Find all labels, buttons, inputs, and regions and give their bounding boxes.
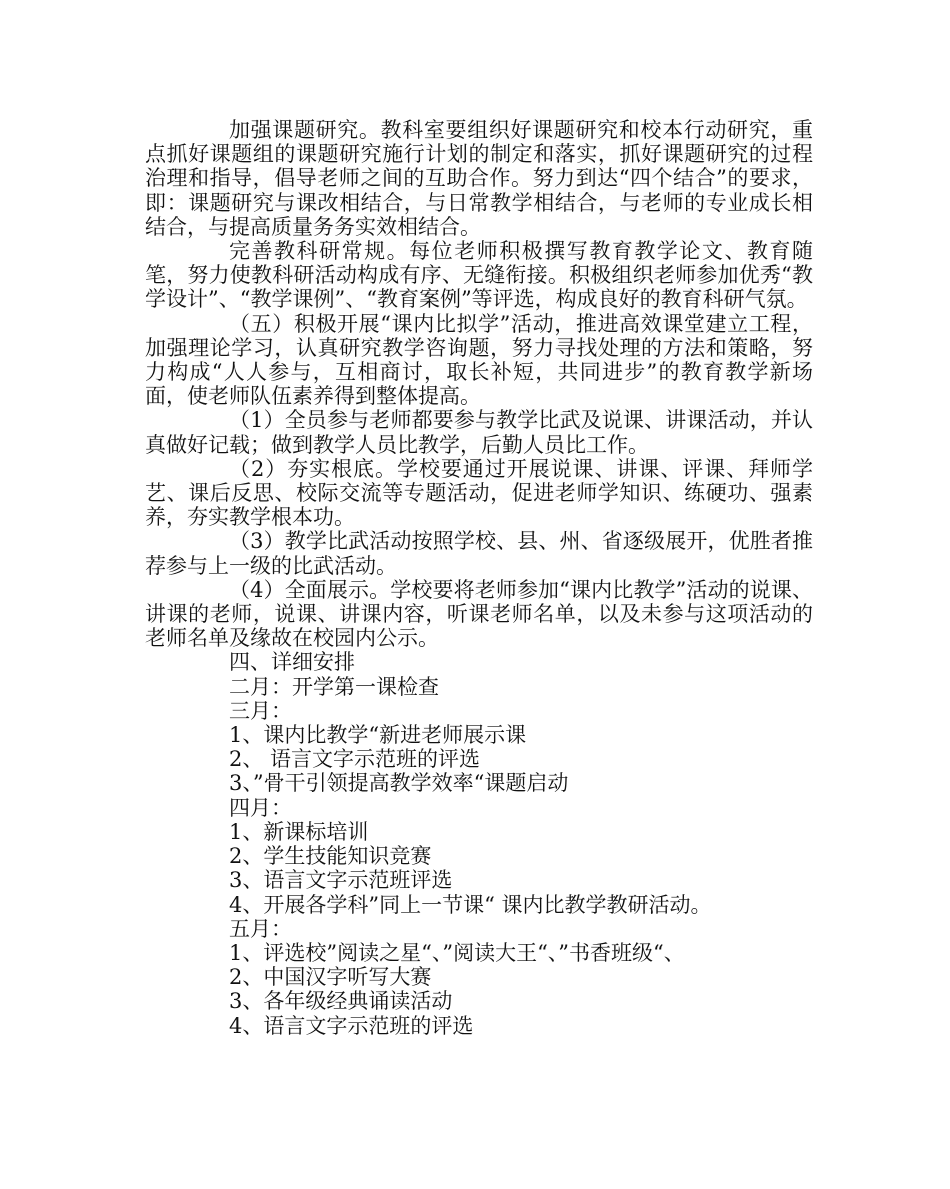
paragraph-item-4: （4）全面展示。学校要将老师参加“课内比教学”活动的说课、讲课的老师，说课、讲课内容，听课老师名单，以及未参与这项活动的老师名单及缘故在校园内公示。 bbox=[145, 577, 813, 651]
month-heading: 三月： bbox=[229, 698, 292, 723]
schedule-line: 3、各年级经典诵读活动 bbox=[229, 989, 453, 1014]
schedule-line: 二月：开学第一课检查 bbox=[229, 674, 439, 699]
paragraph-activity: （五）积极开展“课内比拟学”活动，推进高效课堂建立工程，加强理论学习，认真研究教学咨询题，努力寻找处理的方法和策略，努力构成“人人参与，互相商讨，取长补短，共同进步”的教育教学新场面，使老师队伍素养得到整体提高。 bbox=[145, 311, 813, 409]
schedule-line: 1、新课标培训 bbox=[229, 819, 369, 844]
paragraph-routine: 完善教科研常规。每位老师积极撰写教育教学论文、教育随笔，努力使教科研活动构成有序、无缝衔接。积极组织老师参加优秀“教学设计”、“教学课例”、“教育案例”等评选，构成良好的教育科研气氛。 bbox=[145, 239, 813, 312]
schedule-line: 3、语言文字示范班评选 bbox=[229, 868, 453, 893]
paragraph-item-3: （3）教学比武活动按照学校、县、州、省逐级展开，优胜者推荐参与上一级的比武活动。 bbox=[145, 529, 813, 578]
section-heading: 四、详细安排 bbox=[229, 650, 355, 675]
schedule-line: 2、中国汉字听写大赛 bbox=[229, 965, 432, 990]
schedule-line: 2、 语言文字示范班的评选 bbox=[229, 747, 481, 772]
schedule-line: 1、课内比教学“新进老师展示课 bbox=[229, 723, 527, 748]
schedule-line: 1、评选校”阅读之星“、”阅读大王“、”书香班级“、 bbox=[229, 940, 685, 965]
schedule-line: 4、语言文字示范班的评选 bbox=[229, 1013, 474, 1038]
schedule-line: 2、学生技能知识竞赛 bbox=[229, 844, 432, 869]
month-heading: 五月： bbox=[229, 916, 292, 941]
schedule-line: 3、”骨干引领提高教学效率“课题启动 bbox=[229, 771, 569, 796]
document-page bbox=[145, 118, 813, 1038]
month-heading: 四月： bbox=[229, 795, 292, 820]
paragraph-research: 加强课题研究。教科室要组织好课题研究和校本行动研究，重点抓好课题组的课题研究施行计划的制定和落实，抓好课题研究的过程治理和指导，倡导老师之间的互助合作。努力到达“四个结合”的要求，即：课题研究与课改相结合，与日常教学相结合，与老师的专业成长相结合，与提高质量务务实效相结合。 bbox=[145, 118, 813, 239]
schedule-line: 4、开展各学科”同上一节课“ 课内比教学教研活动。 bbox=[229, 892, 712, 917]
paragraph-item-1: （1）全员参与老师都要参与教学比武及说课、讲课活动，并认真做好记载；做到教学人员比教学，后勤人员比工作。 bbox=[145, 408, 813, 457]
paragraph-item-2: （2）夯实根底。学校要通过开展说课、讲课、评课、拜师学艺、课后反思、校际交流等专题活动，促进老师学知识、练硬功、强素养，夯实教学根本功。 bbox=[145, 456, 813, 530]
